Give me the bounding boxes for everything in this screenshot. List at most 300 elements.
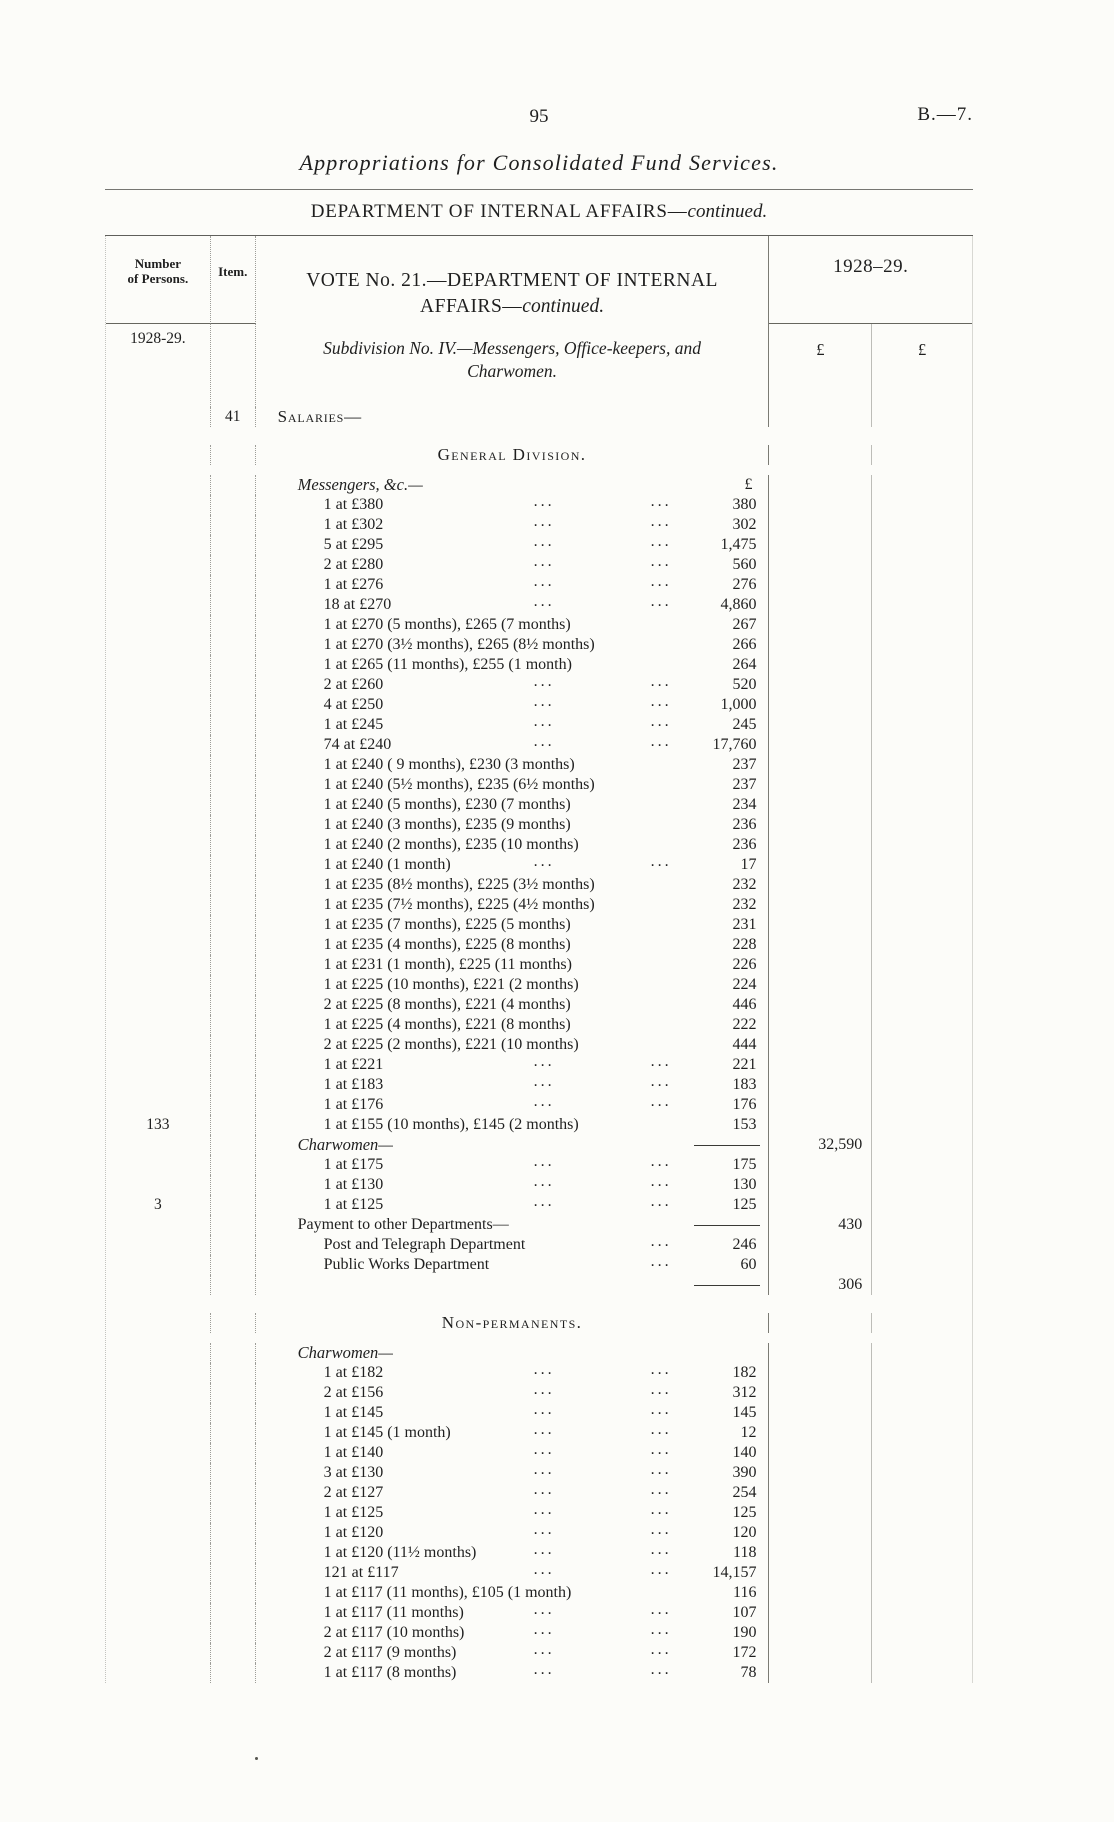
persons-count-cell [106,875,211,895]
row-main-cell [256,755,770,775]
second-pound-cell [872,555,972,575]
subtotal-amount-cell [769,1603,872,1623]
row-label: 1 at £225 (10 months), £221 (2 months) [323,976,579,993]
pound-sign-col2: £ [917,340,927,359]
row-amount: 224 [732,976,757,993]
subtotal-amount-cell [769,1523,872,1543]
second-pound-cell [872,995,972,1015]
row-main-cell [256,695,770,715]
item-number-cell [211,815,256,835]
leader-dots: ... [650,693,672,710]
row-amount: 266 [732,636,757,653]
leader-dots: ... [650,1193,672,1210]
persons-count-cell [106,535,211,555]
leader-dots: ... [533,1173,555,1190]
persons-count-cell [106,1643,211,1663]
item-number-cell [211,975,256,995]
row-label: 1 at £240 (1 month) [323,856,451,873]
row-main-cell [256,1175,770,1195]
subtotal-amount-cell [769,475,872,495]
leader-dots: ... [650,1601,672,1618]
subtotal-amount-cell [769,1403,872,1423]
leader-dots: ... [650,533,672,550]
row-main-cell [256,1075,770,1095]
row-label: 1 at £240 (3 months), £235 (9 months) [323,816,571,833]
subtotal-amount-cell [769,955,872,975]
persons-count-cell [106,1603,211,1623]
subtotal-amount-cell [769,575,872,595]
subtotal-amount-cell [769,875,872,895]
row-main-cell [256,1195,770,1215]
row-amount: 116 [733,1584,757,1601]
subtotal-amount-cell [769,1075,872,1095]
row-main-cell [256,1255,770,1275]
row-main-cell [256,1543,770,1563]
leader-dots: ... [533,733,555,750]
row-label: 1 at £120 (11½ months) [323,1544,477,1561]
row-amount: 560 [732,556,757,573]
row-amount: 232 [732,896,757,913]
persons-count-cell [106,1075,211,1095]
subtotal-amount-cell [769,1383,872,1403]
subtotal-amount-cell [769,895,872,915]
leader-dots: ... [650,1381,672,1398]
row-amount: 1,475 [720,536,757,553]
row-main-cell [256,1275,770,1295]
row-main-cell [256,1155,770,1175]
persons-count-cell: 133 [106,1115,211,1135]
subtotal-amount-cell [769,1115,872,1135]
salary-row [106,935,972,955]
row-label: 2 at £225 (8 months), £221 (4 months) [323,996,571,1013]
second-pound-cell [872,1503,972,1523]
item-number-cell [211,1623,256,1643]
persons-count-cell [106,445,211,465]
vote-heading-line2 [256,294,769,320]
subtotal-amount-cell [769,1255,872,1275]
row-amount: 276 [732,576,757,593]
leader-dots: ... [650,1361,672,1378]
second-pound-cell [872,595,972,615]
second-pound-cell [872,975,972,995]
second-pound-cell [872,695,972,715]
persons-count-cell [106,595,211,615]
row-main-cell [256,1563,770,1583]
row-amount: 118 [733,1544,757,1561]
second-pound-cell [872,1483,972,1503]
row-main-cell [256,407,770,427]
subtotal-rule-row [106,1275,972,1295]
row-amount: 12 [740,1424,757,1441]
item-number-cell [211,445,256,465]
row-main-cell [256,675,770,695]
persons-count-cell: 3 [106,1195,211,1215]
persons-count-cell [106,735,211,755]
row-amount: 520 [732,676,757,693]
row-label: 1 at £235 (4 months), £225 (8 months) [323,936,571,953]
subtotal-amount-cell [769,1423,872,1443]
subdivision-line2: Charwomen. [467,361,558,381]
row-label: 1 at £380 [323,496,384,513]
persons-count-cell [106,815,211,835]
row-amount: 125 [732,1504,757,1521]
persons-count-cell [106,1663,211,1683]
heading-label: General Division. [437,445,587,464]
persons-column-header [106,236,211,324]
salary-row [106,595,972,615]
persons-count-cell [106,615,211,635]
persons-count-cell [106,1523,211,1543]
persons-count-cell [106,1383,211,1403]
row-main-cell [256,535,770,555]
second-pound-cell [872,895,972,915]
leader-dots: ... [533,1601,555,1618]
persons-count-cell [106,655,211,675]
row-label: 1 at £240 (2 months), £235 (10 months) [323,836,579,853]
subtotal-amount-cell [769,445,872,465]
item-number-cell [211,1643,256,1663]
row-main-cell [256,995,770,1015]
second-pound-cell [872,1363,972,1383]
row-label: 5 at £295 [323,536,384,553]
subtotal-amount-cell [769,795,872,815]
leader-dots: ... [533,1401,555,1418]
item-number-cell [211,735,256,755]
persons-year-label: 1928-29. [106,324,211,407]
row-amount: 236 [732,816,757,833]
persons-count-cell [106,1483,211,1503]
page-content [105,106,973,1683]
row-label: 1 at £130 [323,1176,384,1193]
salary-row [106,895,972,915]
leader-dots: ... [650,713,672,730]
persons-count-cell [106,1055,211,1075]
item-number-cell [211,895,256,915]
leader-dots: ... [533,533,555,550]
persons-count-cell [106,1563,211,1583]
subtotal-amount-cell [769,975,872,995]
persons-count-cell [106,1015,211,1035]
item-number-cell [211,1463,256,1483]
salary-row [106,975,972,995]
row-label: 1 at £140 [323,1444,384,1461]
item-number-cell [211,1235,256,1255]
salary-row [106,615,972,635]
item-number-cell [211,535,256,555]
leader-dots: ... [533,1481,555,1498]
salary-row [106,755,972,775]
subtotal-amount-cell [769,407,872,427]
item-number-cell [211,1313,256,1333]
row-amount: 140 [732,1444,757,1461]
subtotal-amount-cell [769,1035,872,1055]
persons-count-cell [106,675,211,695]
row-main-cell [256,975,770,995]
second-pound-cell [872,815,972,835]
row-amount: 246 [732,1236,757,1253]
persons-count-cell [106,635,211,655]
row-label: 1 at £182 [323,1364,384,1381]
row-amount: 175 [732,1156,757,1173]
persons-count-cell [106,1035,211,1055]
leader-dots: ... [533,1521,555,1538]
second-pound-cell [872,735,972,755]
row-main-cell [256,1523,770,1543]
subtotal-amount-cell: 32,590 [769,1135,872,1155]
row-main-cell [256,795,770,815]
second-pound-cell [872,1055,972,1075]
item-number-cell [211,995,256,1015]
row-main-cell [256,635,770,655]
persons-count-cell [106,835,211,855]
row-amount: 234 [732,796,757,813]
title-rule [105,189,973,190]
salary-row [106,1015,972,1035]
row-main-cell [256,555,770,575]
row-main-cell [256,1503,770,1523]
leader-dots: ... [650,1461,672,1478]
row-main-cell [256,1663,770,1683]
subtotal-amount-cell [769,1483,872,1503]
subtotal-amount-cell [769,635,872,655]
leader-dots: ... [533,1153,555,1170]
subtotal-amount-cell: 430 [769,1215,872,1235]
section-heading-row [106,407,972,427]
row-amount: 153 [732,1116,757,1133]
leader-dots: ... [533,713,555,730]
row-main-cell [256,955,770,975]
row-main-cell [256,1035,770,1055]
subdivision-heading [256,324,770,407]
subtotal-amount-cell [769,515,872,535]
row-label: 1 at £125 [323,1504,384,1521]
table-header-row-2 [106,324,972,407]
leader-dots: ... [533,1421,555,1438]
row-main-cell [256,655,770,675]
row-main-cell [256,775,770,795]
second-pound-cell [872,1075,972,1095]
salary-row [106,875,972,895]
salary-row [106,1663,972,1683]
item-number-cell [211,475,256,495]
department-heading [105,201,973,223]
persons-count-cell [106,1135,211,1155]
second-pound-cell [872,655,972,675]
row-amount: 120 [732,1524,757,1541]
row-main-cell [256,1313,770,1333]
second-pound-cell [872,955,972,975]
row-label: 121 at £117 [323,1564,399,1581]
row-amount: 182 [732,1364,757,1381]
persons-count-cell [106,1313,211,1333]
row-main-cell [256,1483,770,1503]
row-main-cell [256,735,770,755]
second-pound-cell [872,1443,972,1463]
row-amount: 190 [732,1624,757,1641]
second-pound-cell [872,1663,972,1683]
vote-heading-line1: VOTE No. 21.—DEPARTMENT OF INTERNAL [306,270,718,291]
heading-label: Messengers, &c.— [297,475,423,494]
row-main-cell [256,495,770,515]
leader-dots: ... [650,1621,672,1638]
row-main-cell [256,1115,770,1135]
item-number-cell [211,1175,256,1195]
second-pound-cell [872,495,972,515]
item-number-cell [211,1383,256,1403]
leader-dots: ... [650,1401,672,1418]
persons-count-cell [106,407,211,427]
second-pound-cell [872,1423,972,1443]
row-main-cell [256,1423,770,1443]
subtotal-amount-cell [769,1195,872,1215]
row-amount: 380 [732,496,757,513]
division-heading-row [106,445,972,465]
leader-dots: ... [650,1561,672,1578]
persons-count-cell [106,575,211,595]
item-number-cell [211,875,256,895]
persons-count-cell [106,895,211,915]
item-number-cell [211,515,256,535]
salary-row [106,1095,972,1115]
second-pound-cell [872,445,972,465]
year-column-header: 1928–29. [769,236,972,324]
heading-label: Non-permanents. [441,1313,583,1332]
second-pound-cell [872,875,972,895]
leader-dots: ... [650,1501,672,1518]
leader-dots: ... [650,593,672,610]
leader-dots: ... [650,1253,672,1270]
row-label: 1 at £120 [323,1524,384,1541]
leader-dots: ... [650,1481,672,1498]
salary-row [106,735,972,755]
second-pound-cell [872,1643,972,1663]
subtotal-amount-cell [769,1563,872,1583]
row-amount: 145 [732,1404,757,1421]
item-column-spacer [211,324,256,407]
subtotal-amount-cell [769,1623,872,1643]
subtotal-amount-cell [769,915,872,935]
subtotal-amount-cell [769,535,872,555]
row-amount: 125 [732,1196,757,1213]
subtotal-amount-cell [769,695,872,715]
persons-count-cell [106,1175,211,1195]
row-amount: 245 [732,716,757,733]
leader-dots: ... [650,1541,672,1558]
heading-label: Charwomen— [297,1343,393,1362]
item-number-cell [211,1255,256,1275]
row-label: 1 at £270 (3½ months), £265 (8½ months) [323,636,595,653]
item-number-cell [211,1423,256,1443]
item-number-cell [211,1075,256,1095]
second-pound-cell [872,1523,972,1543]
second-pound-cell [872,1403,972,1423]
row-label: 1 at £145 [323,1404,384,1421]
second-pound-cell [872,1583,972,1603]
row-amount: 78 [740,1664,757,1681]
second-pound-cell [872,515,972,535]
vote-heading-line2-continued: continued. [522,296,605,317]
item-number-cell [211,1483,256,1503]
row-label: 1 at £221 [323,1056,384,1073]
row-label: 18 at £270 [323,596,392,613]
row-main-cell [256,1463,770,1483]
leader-dots: ... [650,1521,672,1538]
pound-sign-col1: £ [769,324,872,407]
second-pound-cell [872,1313,972,1333]
row-label: 3 at £130 [323,1464,384,1481]
row-main-cell [256,475,770,495]
persons-count-cell [106,1443,211,1463]
second-pound-cell [872,1383,972,1403]
subtotal-amount-cell [769,755,872,775]
subtotal-amount-cell [769,555,872,575]
item-number-cell [211,755,256,775]
row-main-cell [256,1015,770,1035]
second-pound-cell [872,535,972,555]
row-main-cell [256,575,770,595]
second-pound-cell [872,475,972,495]
row-amount: 172 [732,1644,757,1661]
row-label: 1 at £270 (5 months), £265 (7 months) [323,616,571,633]
subtotal-amount-cell: 306 [769,1275,872,1295]
salary-row [106,1235,972,1255]
subtotal-amount-cell [769,1503,872,1523]
row-label: 2 at £117 (9 months) [323,1644,457,1661]
row-amount: 107 [732,1604,757,1621]
persons-count-cell [106,755,211,775]
item-number-cell [211,655,256,675]
second-pound-cell [872,1543,972,1563]
subtotal-amount-cell [769,1175,872,1195]
second-pound-cell [872,855,972,875]
leader-dots: ... [533,1073,555,1090]
heading-label: Salaries— [277,407,362,426]
leader-dots: ... [533,1501,555,1518]
subtotal-amount-cell [769,595,872,615]
leader-dots: ... [650,1421,672,1438]
row-amount: 14,157 [712,1564,757,1581]
leader-dots: ... [533,1193,555,1210]
row-amount: 237 [732,756,757,773]
item-number-cell [211,955,256,975]
row-main-cell [256,1343,770,1363]
second-pound-cell [872,675,972,695]
row-label: Public Works Department [323,1256,490,1273]
page-header [105,106,973,128]
leader-dots: ... [650,1073,672,1090]
leader-dots: ... [533,1641,555,1658]
row-amount: 4,860 [720,596,757,613]
item-number-cell [211,1563,256,1583]
row-amount: 226 [732,956,757,973]
persons-count-cell [106,775,211,795]
leader-dots: ... [650,1093,672,1110]
item-number-cell [211,1115,256,1135]
item-number-cell [211,1195,256,1215]
persons-count-cell [106,995,211,1015]
persons-count-cell [106,955,211,975]
persons-count-cell [106,1363,211,1383]
item-number-cell [211,695,256,715]
item-number-cell [211,495,256,515]
subtotal-amount-cell [769,995,872,1015]
salary-row [106,1563,972,1583]
row-main-cell [256,515,770,535]
row-label: 1 at £117 (8 months) [323,1664,457,1681]
subtotal-amount-cell [769,735,872,755]
row-main-cell [256,1443,770,1463]
persons-count-cell [106,1255,211,1275]
